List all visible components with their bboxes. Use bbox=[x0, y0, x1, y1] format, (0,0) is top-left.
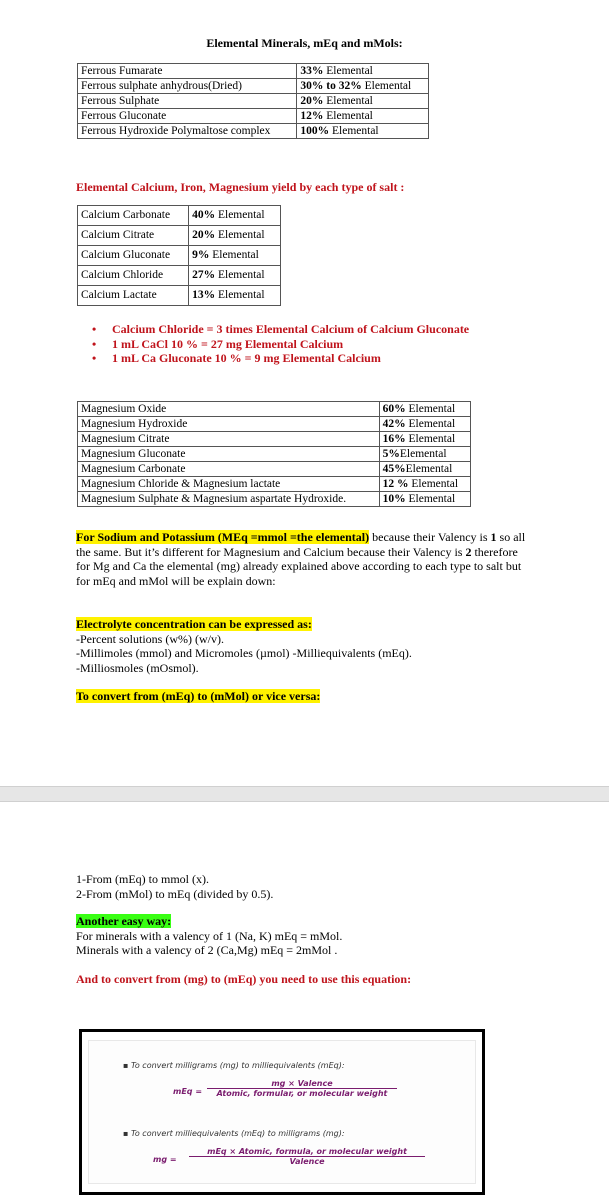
highlighted-text: For Sodium and Potassium (MEq =mmol =the elemental) bbox=[76, 530, 370, 544]
table-row bbox=[78, 109, 429, 124]
table-cell-value: 20% Elemental bbox=[189, 226, 281, 246]
percent-value: 42% bbox=[382, 417, 406, 430]
percent-value: 20% bbox=[192, 229, 216, 241]
table-row bbox=[78, 226, 281, 246]
list-item: For minerals with a valency of 1 (Na, K) mEq = mMol. bbox=[76, 928, 343, 943]
table-row bbox=[78, 477, 471, 492]
table-cell-name: Ferrous sulphate anhydrous(Dried) bbox=[78, 79, 297, 94]
calcium-heading: Elemental Calcium, Iron, Magnesium yield by each type of salt : bbox=[76, 180, 405, 194]
percent-value: 60% bbox=[382, 402, 406, 415]
table-cell-value: 10% Elemental bbox=[379, 492, 470, 507]
formula-numerator: mg × Valence bbox=[207, 1079, 397, 1089]
list-item: • 1 mL Ca Gluconate 10 % = 9 mg Elemental Calcium bbox=[92, 351, 469, 366]
paragraph-text: because their Valency is bbox=[369, 530, 491, 544]
formula-numerator: mEq × Atomic, formula, or molecular weight bbox=[189, 1147, 425, 1157]
easy-way-section bbox=[76, 914, 526, 958]
table-cell-name: Magnesium Sulphate & Magnesium aspartate Hydroxide. bbox=[78, 492, 380, 507]
iron-salts-table bbox=[77, 63, 429, 139]
percent-value: 10% bbox=[382, 492, 406, 505]
table-row bbox=[78, 124, 429, 139]
percent-value: 16% bbox=[382, 432, 406, 445]
formula-fraction bbox=[189, 1147, 425, 1166]
table-cell-value: 13% Elemental bbox=[189, 286, 281, 306]
table-cell-name: Ferrous Gluconate bbox=[78, 109, 297, 124]
convert-section bbox=[76, 689, 526, 704]
table-cell-value: 12% Elemental bbox=[297, 109, 429, 124]
list-item: Minerals with a valency of 2 (Ca,Mg) mEq = 2mMol . bbox=[76, 943, 338, 957]
table-row bbox=[78, 462, 471, 477]
table-row bbox=[78, 447, 471, 462]
table-row bbox=[78, 402, 471, 417]
list-item: 1-From (mEq) to mmol (x). bbox=[76, 872, 209, 886]
list-item: • Calcium Chloride = 3 times Elemental Calcium of Calcium Gluconate bbox=[92, 322, 469, 337]
paragraph-bold: 1 bbox=[490, 530, 497, 544]
table-row bbox=[78, 492, 471, 507]
table-cell-value: 20% Elemental bbox=[297, 94, 429, 109]
electrolyte-section bbox=[76, 617, 526, 675]
table-cell-name: Magnesium Gluconate bbox=[78, 447, 380, 462]
table-cell-value: 30% to 32% Elemental bbox=[297, 79, 429, 94]
calcium-notes-list bbox=[92, 322, 469, 366]
list-item: -Percent solutions (w%) (w/v). bbox=[76, 631, 224, 646]
table-row bbox=[78, 286, 281, 306]
sodium-potassium-paragraph bbox=[76, 530, 526, 588]
percent-value: 40% bbox=[192, 209, 216, 221]
conversion-steps bbox=[76, 872, 526, 901]
table-cell-value: 16% Elemental bbox=[379, 432, 470, 447]
paragraph-text: therefore for Mg and Ca the elemental (mg) already explained above according to each type to salt but for mEq and mMol will be explain down: bbox=[76, 544, 522, 588]
table-cell-name: Ferrous Hydroxide Polymaltose complex bbox=[78, 124, 297, 139]
table-cell-name: Magnesium Hydroxide bbox=[78, 417, 380, 432]
equation-image-box bbox=[79, 1029, 485, 1195]
table-cell-value: 100% Elemental bbox=[297, 124, 429, 139]
paragraph-bold: 2 bbox=[465, 544, 472, 559]
table-cell-value: 5%Elemental bbox=[379, 447, 470, 462]
percent-value: 5% bbox=[382, 447, 400, 460]
document-page-2 bbox=[0, 802, 609, 1200]
formula-fraction bbox=[207, 1079, 397, 1098]
percent-value: 9% bbox=[192, 249, 210, 261]
table-row bbox=[78, 246, 281, 266]
table-cell-name: Calcium Carbonate bbox=[78, 206, 189, 226]
calcium-salts-table bbox=[77, 205, 281, 306]
percent-value: 27% bbox=[192, 269, 216, 281]
electrolyte-heading: Electrolyte concentration can be expressed as: bbox=[76, 617, 312, 631]
table-cell-value: 27% Elemental bbox=[189, 266, 281, 286]
equation-heading: And to convert from (mg) to (mEq) you need to use this equation: bbox=[76, 972, 412, 986]
page-title: Elemental Minerals, mEq and mMols: bbox=[206, 36, 403, 50]
convert-heading: To convert from (mEq) to (mMol) or vice versa: bbox=[76, 689, 321, 703]
list-item: -Millimoles (mmol) and Micromoles (µmol) -Milliequivalents (mEq). bbox=[76, 646, 412, 660]
list-item: -Milliosmoles (mOsmol). bbox=[76, 660, 199, 675]
table-cell-name: Ferrous Sulphate bbox=[78, 94, 297, 109]
table-row bbox=[78, 64, 429, 79]
percent-value: 13% bbox=[192, 289, 216, 301]
table-cell-name: Calcium Citrate bbox=[78, 226, 189, 246]
table-cell-value: 12 % Elemental bbox=[379, 477, 470, 492]
table-cell-name: Magnesium Carbonate bbox=[78, 462, 380, 477]
table-cell-value: 9% Elemental bbox=[189, 246, 281, 266]
table-row bbox=[78, 206, 281, 226]
paragraph-text: so all the same. But it’s different for Magnesium and Calcium because their Valency is bbox=[76, 530, 526, 559]
equation-slide bbox=[88, 1040, 476, 1184]
formula-lhs: mEq = bbox=[173, 1087, 203, 1096]
table-cell-value: 33% Elemental bbox=[297, 64, 429, 79]
equation-caption: ▪ To convert milliequivalents (mEq) to milligrams (mg): bbox=[123, 1129, 345, 1138]
table-cell-name: Magnesium Citrate bbox=[78, 432, 380, 447]
percent-value: 45% bbox=[382, 462, 406, 475]
table-row bbox=[78, 94, 429, 109]
magnesium-salts-table bbox=[77, 401, 471, 507]
table-cell-name: Calcium Lactate bbox=[78, 286, 189, 306]
table-cell-name: Calcium Gluconate bbox=[78, 246, 189, 266]
table-cell-value: 42% Elemental bbox=[379, 417, 470, 432]
formula-lhs: mg = bbox=[153, 1155, 177, 1164]
page-separator bbox=[0, 786, 609, 802]
list-item: 2-From (mMol) to mEq (divided by 0.5). bbox=[76, 886, 274, 901]
percent-value: 12 % bbox=[382, 477, 409, 490]
equation-caption: ▪ To convert milligrams (mg) to milliequivalents (mEq): bbox=[123, 1061, 345, 1070]
table-row bbox=[78, 79, 429, 94]
table-row bbox=[78, 417, 471, 432]
table-cell-name: Calcium Chloride bbox=[78, 266, 189, 286]
table-cell-value: 60% Elemental bbox=[379, 402, 470, 417]
easy-way-heading: Another easy way: bbox=[76, 914, 172, 928]
table-row bbox=[78, 432, 471, 447]
table-cell-value: 45%Elemental bbox=[379, 462, 470, 477]
table-row bbox=[78, 266, 281, 286]
formula-denominator: Atomic, formular, or molecular weight bbox=[216, 1089, 388, 1098]
formula-denominator: Valence bbox=[289, 1157, 325, 1166]
table-cell-name: Ferrous Fumarate bbox=[78, 64, 297, 79]
list-item: • 1 mL CaCl 10 % = 27 mg Elemental Calcium bbox=[92, 337, 469, 352]
table-cell-name: Magnesium Oxide bbox=[78, 402, 380, 417]
table-cell-value: 40% Elemental bbox=[189, 206, 281, 226]
table-cell-name: Magnesium Chloride & Magnesium lactate bbox=[78, 477, 380, 492]
